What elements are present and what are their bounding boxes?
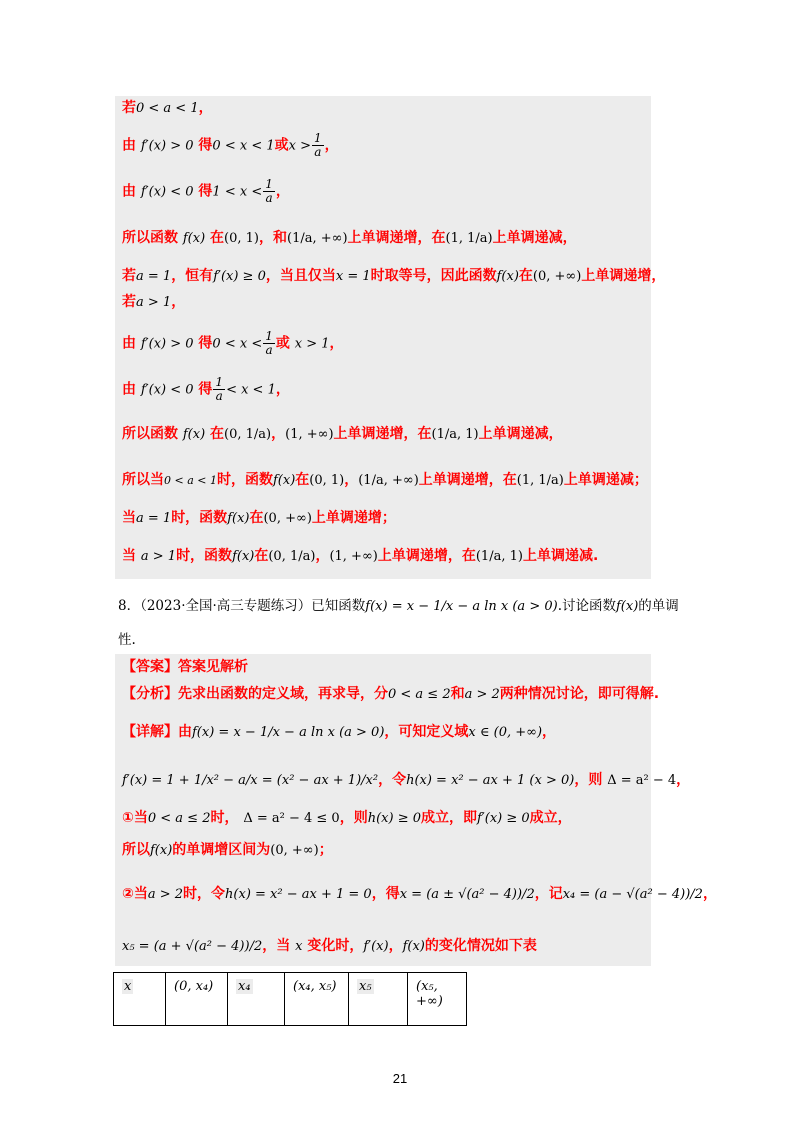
analysis-line: 【分析】先求出函数的定义域，再求导，分0 < a ≤ 2和a > 2两种情况讨论，即可得解. [122, 686, 660, 702]
table-cell: (x₄, x₅) [285, 973, 349, 1026]
table-row [114, 973, 467, 1026]
table-cell: (0, x₄) [166, 973, 228, 1026]
case-line-5: 若a = 1，恒有f′(x) ≥ 0，当且仅当x = 1时取等号，因此函数f(x)在(0, +∞)上单调递增， [122, 268, 666, 284]
detail-line-6: x₅ = (a + √(a² − 4))/2，当 x 变化时，f′(x)，f(x)的变化情况如下表 [122, 938, 537, 954]
table-cell: x₄ [228, 973, 285, 1026]
detail-line-5: ②当a > 2时，令h(x) = x² − ax + 1 = 0，得x = (a ± √(a² − 4))/2，记x₄ = (a − √(a² − 4))/2， [122, 886, 717, 902]
detail-line-4: 所以f(x)的单调增区间为(0, +∞)； [122, 842, 333, 858]
answer-heading: 【答案】答案见解析 [122, 659, 248, 675]
case-line-3: 由 f′(x) < 0 得1 < x < $\frac{1}{a}$ ， [122, 177, 290, 205]
case-line-11: 当a = 1时，函数f(x)在(0, +∞)上单调递增； [122, 510, 396, 526]
detail-line-2: f′(x) = 1 + 1/x² − a/x = (x² − ax + 1)/x²，令h(x) = x² − ax + 1 (x > 0)，则 Δ = a² − 4， [122, 772, 691, 788]
question-line-1: 8．（2023·全国·高三专题练习）已知函数f(x) = x − 1/x − a ln x (a > 0).讨论函数f(x)的单调 [118, 598, 679, 614]
table-cell: x₅ [349, 973, 408, 1026]
page-number: 21 [392, 1071, 408, 1086]
case-line-1: 若0 < a < 1， [122, 100, 213, 116]
case-line-7: 由 f′(x) > 0 得0 < x < $\frac{1}{a}$ 或 x > 1， [122, 329, 344, 357]
case-line-10: 所以当0 < a < 1时，函数f(x)在(0, 1)，(1/a, +∞)上单调递增，在(1, 1/a)上单调递减； [122, 472, 648, 488]
case-line-4: 所以函数 f(x) 在(0, 1)，和(1/a, +∞)上单调递增，在(1, 1/a)上单调递减， [122, 230, 577, 246]
table-cell: x [114, 973, 166, 1026]
case-line-8: 由 f′(x) < 0 得 $\frac{1}{a}$ < x < 1， [122, 375, 290, 403]
case-line-12: 当 a > 1时，函数f(x)在(0, 1/a)，(1, +∞)上单调递增，在(1/a, 1)上单调递减. [122, 548, 599, 564]
detail-line-1: 【详解】由f(x) = x − 1/x − a ln x (a > 0)，可知定义域x ∈ (0, +∞)， [122, 724, 557, 740]
case-line-2: 由 f′(x) > 0 得0 < x < 1或x > $\frac{1}{a}$ ， [122, 131, 339, 159]
question-line-2: 性. [118, 632, 136, 648]
detail-line-3: ①当0 < a ≤ 2时， Δ = a² − 4 ≤ 0，则h(x) ≥ 0成立，即f′(x) ≥ 0成立， [122, 810, 572, 826]
variation-table [113, 972, 467, 1026]
case-line-6: 若a > 1， [122, 294, 186, 310]
fraction: $\frac{1}{a}$ [215, 375, 224, 403]
fraction: $\frac{1}{a}$ [265, 177, 273, 205]
table-cell: (x₅, +∞) [408, 973, 467, 1026]
fraction: $\frac{1}{a}$ [313, 131, 322, 159]
case-line-9: 所以函数 f(x) 在(0, 1/a)，(1, +∞)上单调递增，在(1/a, 1)上单调递减， [122, 426, 563, 442]
fraction: $\frac{1}{a}$ [265, 329, 273, 357]
